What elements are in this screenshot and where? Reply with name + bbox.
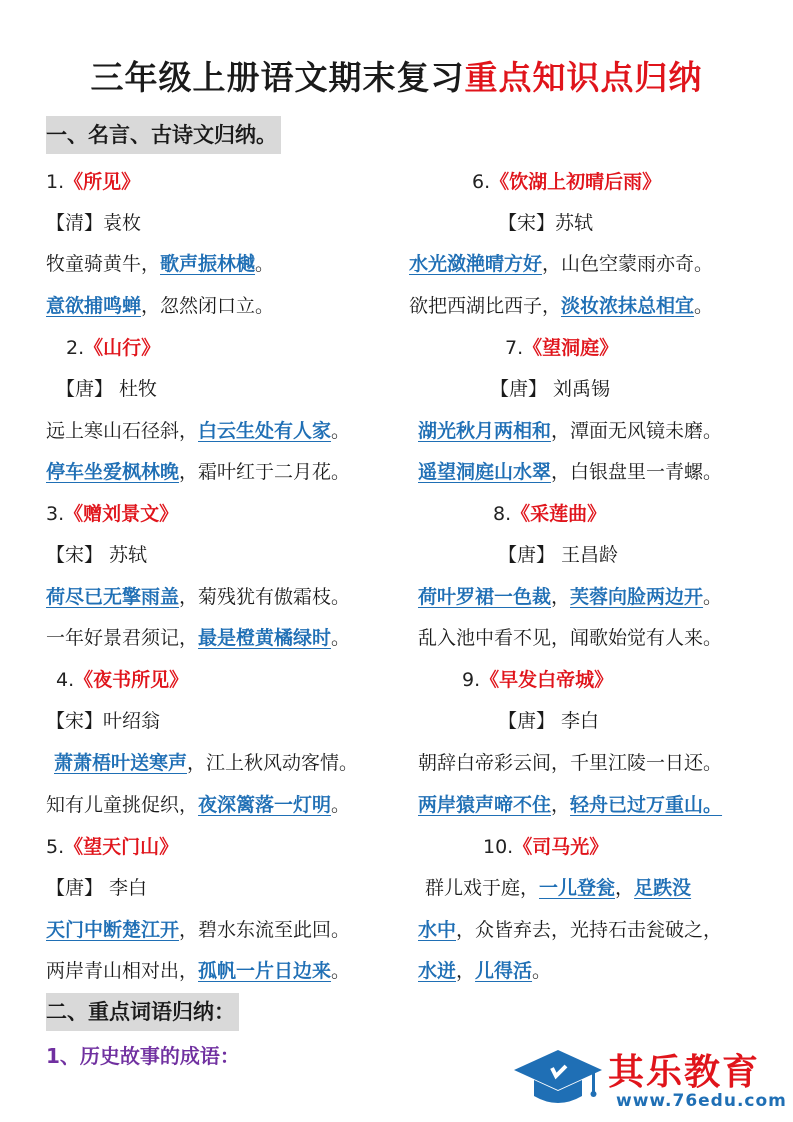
verse-highlight: 天门中断楚江开 <box>46 919 180 941</box>
poem-8-line-2 <box>418 624 722 652</box>
verse-text: 朝辞白帝彩云间，千里江陵一日还。 <box>418 752 723 774</box>
poem-number: 2. <box>66 337 85 359</box>
poem-9-line-2 <box>418 791 722 819</box>
poem-7-line-1 <box>418 417 722 445</box>
verse-highlight: 遥望洞庭山水翠 <box>418 461 552 483</box>
title-main: 三年级上册语文期末复习 <box>90 58 465 97</box>
poem-6-line-2 <box>409 292 713 320</box>
poem-1-line-2 <box>46 292 274 320</box>
poem-9-author: 【唐】 李白 <box>498 710 600 732</box>
verse-highlight: 意欲捕鸣蝉 <box>46 295 142 317</box>
verse-highlight: 轻舟已过万重山。 <box>570 794 723 816</box>
poem-4-author: 【宋】叶绍翁 <box>46 710 161 732</box>
poem-4-line-2 <box>46 791 350 819</box>
poem-3-line-1 <box>46 583 350 611</box>
poem-number: 9. <box>462 669 481 691</box>
verse-highlight: 水中 <box>418 919 457 941</box>
verse-text: ， <box>551 794 571 816</box>
verse-text: 。 <box>703 586 723 608</box>
poem-number: 4. <box>56 669 75 691</box>
verse-highlight: 最是橙黄橘绿时 <box>198 627 332 649</box>
subheading-idioms: 1、历史故事的成语： <box>46 1044 240 1068</box>
poem-5-line-1 <box>46 916 350 944</box>
verse-text: 。 <box>331 794 351 816</box>
brand-name: 其乐教育 <box>608 1052 761 1093</box>
verse-text: 。 <box>255 253 275 275</box>
poem-6-author: 【宋】苏轼 <box>498 212 594 234</box>
verse-text: ，潭面无风镜未磨。 <box>551 420 723 442</box>
verse-text: ，白银盘里一青螺。 <box>551 461 723 483</box>
poem-number: 1. <box>46 171 65 193</box>
title-highlight: 重点知识点归纳 <box>464 58 703 97</box>
verse-highlight: 荷尽已无擎雨盖 <box>46 586 180 608</box>
poem-3-line-2 <box>46 624 350 652</box>
verse-text: 远上寒山石径斜， <box>46 420 199 442</box>
verse-text: ，山色空蒙雨亦奇。 <box>542 253 714 275</box>
verse-text: ，忽然闭口立。 <box>141 295 275 317</box>
poem-9-line-1 <box>418 749 722 777</box>
verse-text: 知有儿童挑促织， <box>46 794 199 816</box>
poem-10-line-1 <box>425 874 691 902</box>
brand-watermark <box>512 1044 787 1114</box>
poem-7-author: 【唐】 刘禹锡 <box>490 378 611 400</box>
poem-1-author: 【清】袁枚 <box>46 212 142 234</box>
poem-9-heading <box>462 666 613 694</box>
verse-text: 两岸青山相对出， <box>46 960 199 982</box>
poem-8-author: 【唐】 王昌龄 <box>498 544 619 566</box>
verse-highlight: 荷叶罗裙一色裁 <box>418 586 552 608</box>
poem-7-line-2 <box>418 458 722 486</box>
verse-text: ，众皆弃去，光持石击瓮破之， <box>456 919 723 941</box>
verse-highlight: 儿得活 <box>475 960 533 982</box>
verse-text: 一年好景君须记， <box>46 627 199 649</box>
verse-text: ，霜叶红于二月花。 <box>179 461 351 483</box>
poem-7-heading <box>505 334 618 362</box>
verse-highlight: 湖光秋月两相和 <box>418 420 552 442</box>
poem-title: 《夜书所见》 <box>74 669 189 691</box>
verse-highlight: 两岸猿声啼不住 <box>418 794 552 816</box>
verse-text: 牧童骑黄牛， <box>46 253 161 275</box>
verse-text: ，菊残犹有傲霜枝。 <box>179 586 351 608</box>
verse-text: ， <box>551 586 571 608</box>
verse-highlight: 芙蓉向脸两边开 <box>570 586 704 608</box>
poem-title: 《采莲曲》 <box>511 503 607 525</box>
section-heading-poems: 一、名言、古诗文归纳。 <box>46 116 281 154</box>
verse-text: 。 <box>331 420 351 442</box>
poem-title: 《饮湖上初晴后雨》 <box>490 171 662 193</box>
poem-title: 《所见》 <box>64 171 141 193</box>
verse-text: 。 <box>331 627 351 649</box>
verse-highlight: 淡妆浓抹总相宜 <box>561 295 695 317</box>
verse-highlight: 一儿登瓮 <box>539 877 616 899</box>
verse-text: 。 <box>694 295 714 317</box>
verse-text: ， <box>615 877 635 899</box>
verse-text: ，江上秋风动客情。 <box>187 752 359 774</box>
poem-3-heading <box>46 500 178 528</box>
verse-highlight: 水迸 <box>418 960 457 982</box>
verse-highlight: 孤帆一片日边来 <box>198 960 332 982</box>
verse-text: 乱入池中看不见，闻歌始觉有人来。 <box>418 627 723 649</box>
poem-number: 6. <box>472 171 491 193</box>
poem-title: 《赠刘景文》 <box>64 503 179 525</box>
poem-number: 3. <box>46 503 65 525</box>
poem-8-heading <box>493 500 606 528</box>
poem-title: 《望天门山》 <box>64 836 179 858</box>
poem-10-heading <box>483 833 608 861</box>
poem-4-line-1 <box>54 749 358 777</box>
poem-number: 10. <box>483 836 514 858</box>
verse-text: 群儿戏于庭， <box>425 877 540 899</box>
poem-title: 《望洞庭》 <box>523 337 619 359</box>
poem-2-line-2 <box>46 458 350 486</box>
poem-number: 8. <box>493 503 512 525</box>
page-title <box>0 52 793 99</box>
verse-highlight: 夜深篱落一灯明 <box>198 794 332 816</box>
verse-text: 。 <box>532 960 552 982</box>
poem-10-line-3 <box>418 957 551 985</box>
poem-number: 5. <box>46 836 65 858</box>
verse-text: ，碧水东流至此回。 <box>179 919 351 941</box>
verse-highlight: 白云生处有人家 <box>198 420 332 442</box>
verse-text: 欲把西湖比西子， <box>409 295 562 317</box>
poem-title: 《早发白帝城》 <box>480 669 614 691</box>
poem-5-author: 【唐】 李白 <box>46 877 148 899</box>
verse-highlight: 萧萧梧叶送寒声 <box>54 752 188 774</box>
poem-6-heading <box>472 168 661 196</box>
graduation-cap-icon <box>512 1046 604 1116</box>
brand-url: www.76edu.com <box>616 1091 787 1111</box>
verse-highlight: 足跌没 <box>634 877 692 899</box>
poem-4-heading <box>56 666 188 694</box>
poem-number: 7. <box>505 337 524 359</box>
poem-title: 《司马光》 <box>513 836 609 858</box>
verse-highlight: 歌声振林樾 <box>160 253 256 275</box>
poem-10-line-2 <box>418 916 722 944</box>
verse-text: 。 <box>331 960 351 982</box>
poem-6-line-1 <box>409 250 713 278</box>
poem-1-line-1 <box>46 250 274 278</box>
poem-3-author: 【宋】 苏轼 <box>46 544 148 566</box>
poem-8-line-1 <box>418 583 722 611</box>
poem-2-author: 【唐】 杜牧 <box>56 378 158 400</box>
verse-highlight: 水光潋滟晴方好 <box>409 253 543 275</box>
verse-text: ， <box>456 960 476 982</box>
verse-highlight: 停车坐爱枫林晚 <box>46 461 180 483</box>
section-heading-vocabulary: 二、重点词语归纳： <box>46 993 239 1031</box>
poem-5-heading <box>46 833 178 861</box>
poem-1-heading <box>46 168 140 196</box>
poem-2-heading <box>66 334 160 362</box>
poem-5-line-2 <box>46 957 350 985</box>
poem-title: 《山行》 <box>84 337 161 359</box>
poem-2-line-1 <box>46 417 350 445</box>
